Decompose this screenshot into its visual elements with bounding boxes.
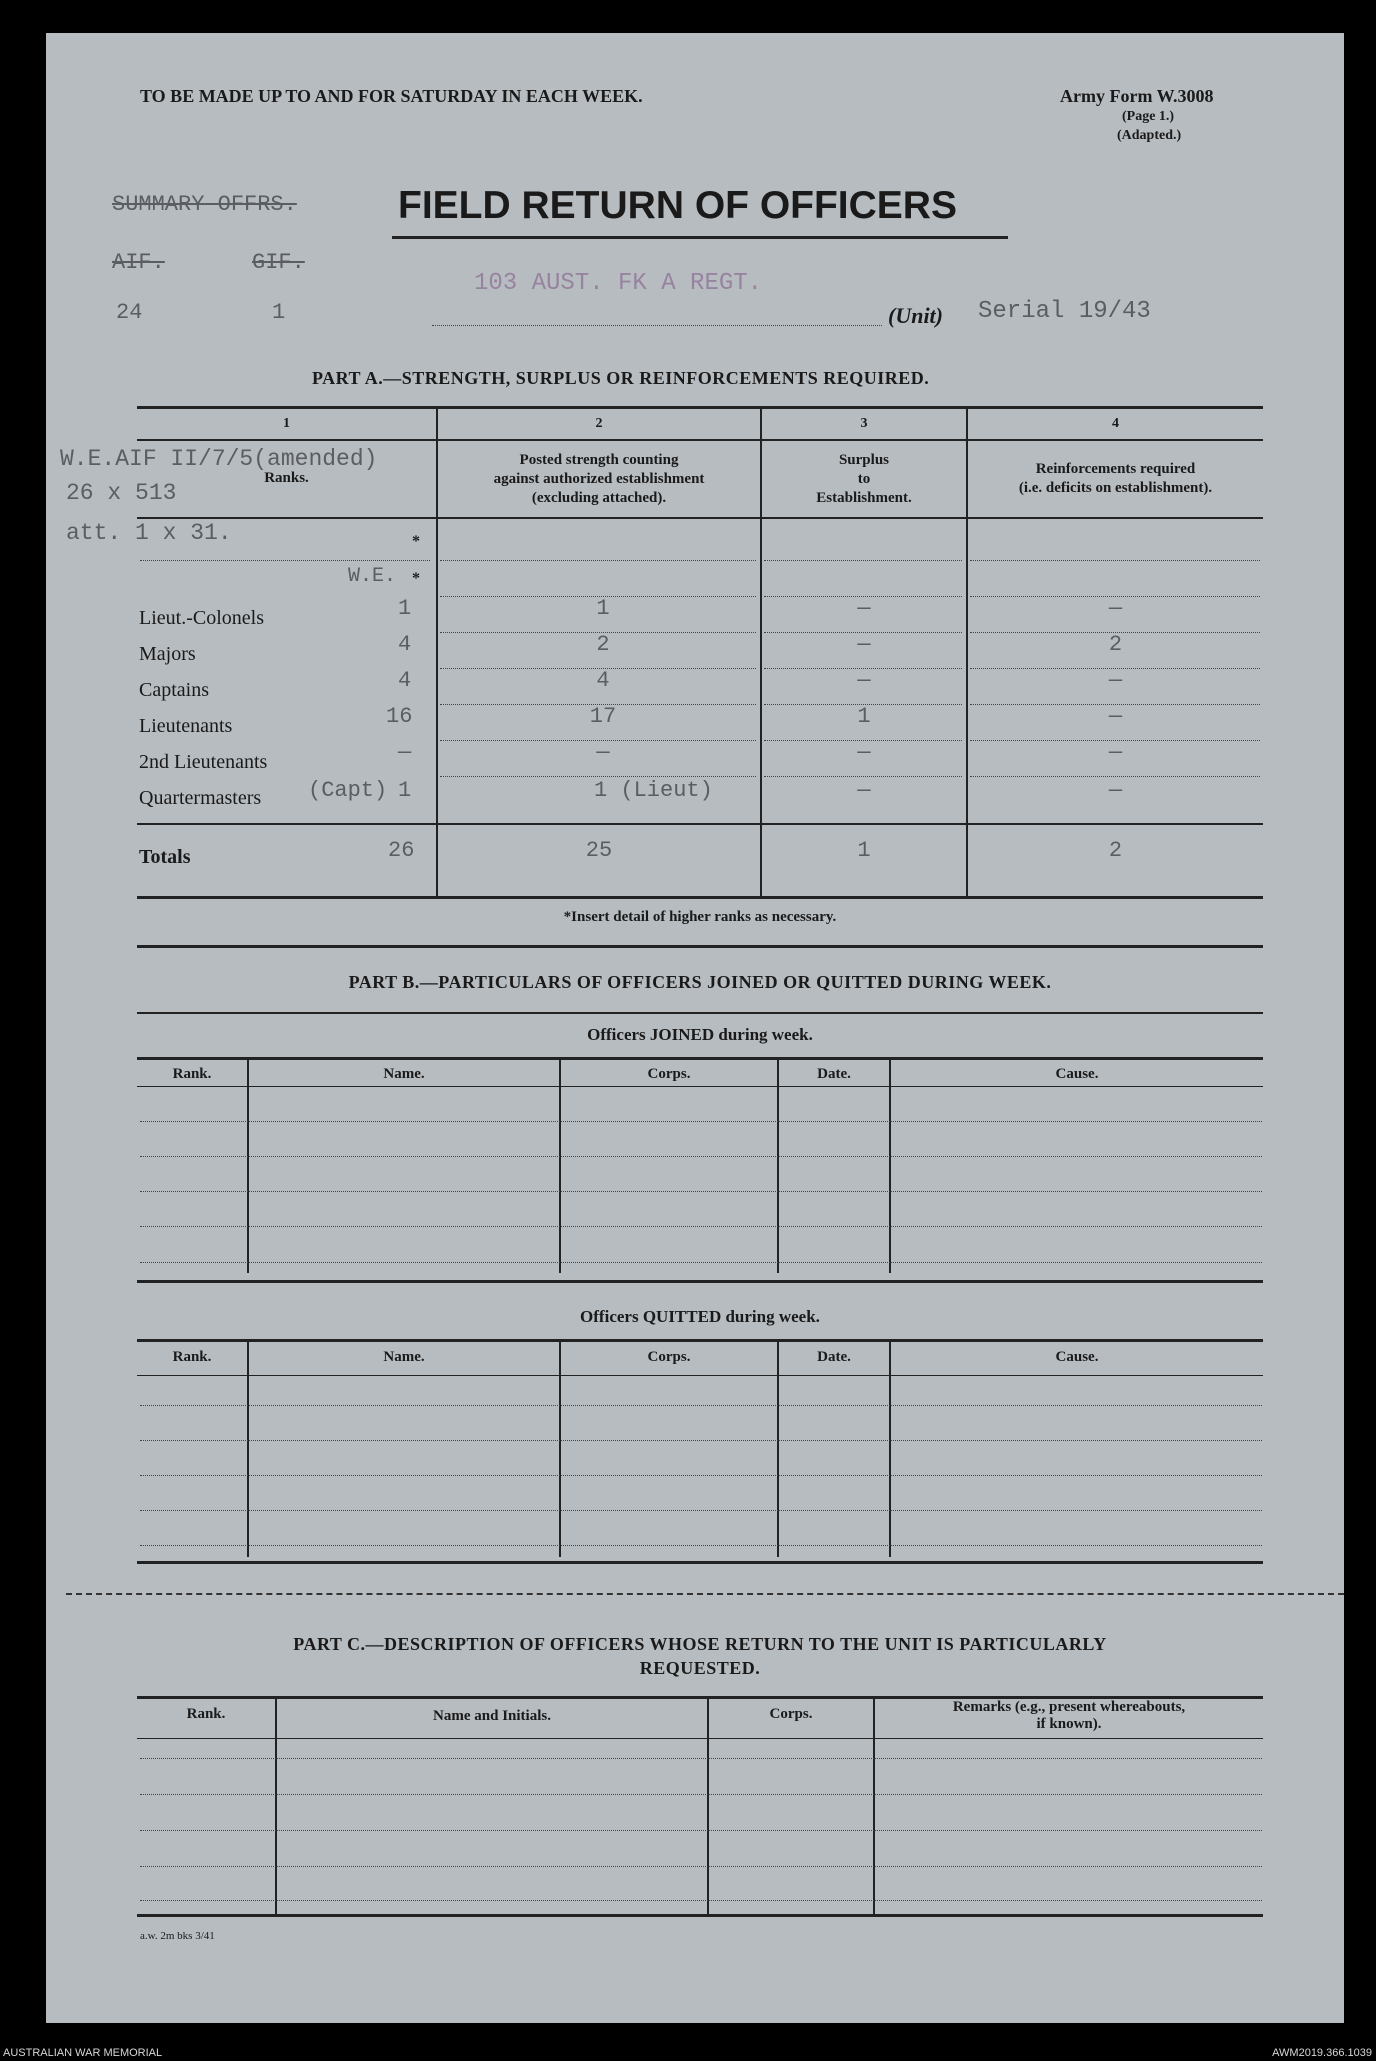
dotted-row [764,776,962,777]
quitted-col-cause: Cause. [1055,1349,1099,1365]
establishment-value: 16 [386,704,413,729]
quitted-col-corps: Corps. [647,1349,691,1365]
surplus-value: — [857,596,871,621]
unit-label: (Unit) [888,303,943,328]
surplus-value: — [857,778,871,803]
totals-surplus: 1 [857,838,871,863]
col4-header-2: (i.e. deficits on establishment). [1018,480,1213,496]
quitted-col-rank: Rank. [172,1349,212,1365]
dotted-row [140,560,430,561]
dotted-row [140,1226,1262,1227]
rank-label: 2nd Lieutenants [139,751,268,773]
col-divider [777,1341,779,1557]
dotted-row [140,1440,1262,1441]
col-number-2: 2 [595,416,603,431]
quitted-col-date: Date. [817,1349,851,1365]
part-a-title: PART A.—STRENGTH, SURPLUS OR REINFORCEMENTS REQUIRED. [312,368,930,388]
establishment-value: 4 [398,668,412,693]
reinforcements-value: — [1108,668,1123,693]
reinforcements-value: 2 [1108,632,1123,657]
section-rule [137,945,1263,948]
rank-label: Lieut.-Colonels [139,607,264,629]
typed-we-mark: W.E. [348,565,397,588]
totals-establishment: 26 [388,838,415,863]
col-divider [559,1059,561,1273]
footer-accession: AWM2019.366.1039 [1272,2047,1372,2059]
col1-header: Ranks. [264,470,309,486]
dotted-row [140,1830,1262,1831]
part-a-top-rule [137,406,1263,409]
section-rule [137,1057,1263,1060]
rank-label: Captains [139,679,209,701]
part-a-footnote: *Insert detail of higher ranks as necessary. [563,909,837,925]
establishment-value: 1 [398,596,412,621]
col-divider [275,1699,277,1914]
header-rule [137,1375,1263,1376]
part-a-bottom-rule [137,896,1263,899]
joined-col-name: Name. [383,1066,425,1082]
posted-value: 4 [596,668,610,693]
dotted-row [764,560,962,561]
unit-dotted-line [432,325,882,326]
posted-value: 17 [589,704,617,729]
typed-aif-value: 24 [116,300,143,325]
typed-gif-value: 1 [272,300,286,325]
reinforcements-value: — [1108,704,1123,729]
page-title: FIELD RETURN OF OFFICERS [398,184,957,227]
col2-header-1: Posted strength counting [519,452,679,468]
rank-label: Quartermasters [139,787,262,809]
col4-header-1: Reinforcements required [1035,461,1196,477]
header-rule [137,439,1263,441]
reinforcements-value: — [1108,778,1123,803]
posted-value: 1 [596,596,610,621]
print-code: a.w. 2m bks 3/41 [140,1930,215,1942]
dotted-row [970,560,1260,561]
dotted-row [140,1121,1262,1122]
totals-reinforcements: 2 [1108,838,1123,863]
quitted-title: Officers QUITTED during week. [580,1307,820,1326]
col-number-4: 4 [1112,416,1119,431]
dotted-row [440,776,756,777]
quitted-col-name: Name. [383,1349,425,1365]
totals-posted: 25 [585,838,613,863]
typed-we-line1: W.E.AIF II/7/5(amended) [60,446,378,472]
joined-col-date: Date. [817,1066,851,1082]
dotted-row [140,1191,1262,1192]
establishment-value: 4 [398,632,412,657]
col-divider [707,1699,709,1914]
col2-header-2: against authorized establishment [493,471,705,487]
header-rule [137,1086,1263,1087]
col-number-1: 1 [283,416,290,431]
dotted-row [140,1794,1262,1795]
surplus-value: — [857,740,871,765]
joined-col-rank: Rank. [172,1066,212,1082]
part-c-col-rank: Rank. [186,1706,226,1722]
col-divider [559,1341,561,1557]
dotted-row [140,1475,1262,1476]
asterisk-2: * [412,570,420,587]
col-divider [889,1341,891,1557]
reinforcements-value: — [1108,740,1123,765]
col2-header-3: (excluding attached). [531,490,667,506]
form-name: Army Form W.3008 [1060,86,1214,106]
part-c-col-name: Name and Initials. [433,1708,551,1724]
posted-value: 2 [596,632,610,657]
form-page: (Page 1.) [1122,109,1175,124]
part-c-remarks-line2: if known). [1036,1716,1102,1732]
dotted-row [140,1900,1262,1901]
dotted-row [440,560,756,561]
dotted-row [140,1262,1262,1263]
joined-title: Officers JOINED during week. [587,1025,813,1044]
dotted-row [140,1545,1262,1546]
header-bottom-rule [137,517,1263,519]
typed-serial: Serial 19/43 [978,298,1151,325]
section-rule [137,1339,1263,1342]
totals-label: Totals [139,846,191,868]
col-divider [247,1059,249,1273]
part-b-title: PART B.—PARTICULARS OF OFFICERS JOINED OR QUITTED DURING WEEK. [348,972,1052,992]
header-rule [137,1738,1263,1739]
surplus-value: 1 [857,704,871,729]
col3-header-2: to [857,471,871,487]
dotted-row [140,1758,1262,1759]
rank-label: Majors [139,643,196,665]
col-divider [873,1699,875,1914]
footer-archive: AUSTRALIAN WAR MEMORIAL [3,2047,163,2059]
form-adapted: (Adapted.) [1117,128,1182,143]
qm-note: (Capt) [308,778,388,803]
dotted-row [970,776,1260,777]
col3-header-3: Establishment. [816,490,912,506]
section-rule [137,1561,1263,1564]
establishment-value: — [398,740,412,765]
dotted-row [140,1156,1262,1157]
typed-unit-stamp: 103 AUST. FK A REGT. [474,270,763,297]
posted-value: 1 (Lieut) [594,778,713,803]
part-c-col-corps: Corps. [769,1706,813,1722]
part-c-remarks-line1: Remarks (e.g., present whereabouts, [952,1699,1186,1715]
typed-aif-label: AIF. [112,250,165,275]
col-divider [889,1059,891,1273]
header-instruction: TO BE MADE UP TO AND FOR SATURDAY IN EACH WEEK. [140,86,643,106]
joined-col-corps: Corps. [647,1066,691,1082]
col3-header-1: Surplus [838,452,890,468]
col-divider [247,1341,249,1557]
section-rule [137,1914,1263,1917]
establishment-value: 1 [398,778,412,803]
typed-gif-label: GIF. [252,250,305,275]
asterisk-1: * [412,533,420,550]
col-divider [777,1059,779,1273]
tear-off-line [66,1593,1344,1595]
dotted-row [140,1405,1262,1406]
title-underline [392,236,1008,239]
typed-we-line3: att. 1 x 31. [66,520,232,546]
joined-col-cause: Cause. [1055,1066,1099,1082]
dotted-row [140,1510,1262,1511]
dotted-row [140,1866,1262,1867]
part-c-title-line2: REQUESTED. [639,1658,761,1678]
rank-label: Lieutenants [139,715,233,737]
posted-value: — [596,740,610,765]
typed-summary: SUMMARY OFFRS. [112,192,297,217]
part-c-title-line1: PART C.—DESCRIPTION OF OFFICERS WHOSE RETURN TO THE UNIT IS PARTICULARLY [293,1634,1107,1654]
totals-top-rule [137,823,1263,825]
section-rule [137,1012,1263,1014]
surplus-value: — [857,668,871,693]
section-rule [137,1280,1263,1283]
reinforcements-value: — [1108,596,1123,621]
typed-we-line2: 26 x 513 [66,480,177,506]
surplus-value: — [857,632,871,657]
col-number-3: 3 [860,416,868,431]
